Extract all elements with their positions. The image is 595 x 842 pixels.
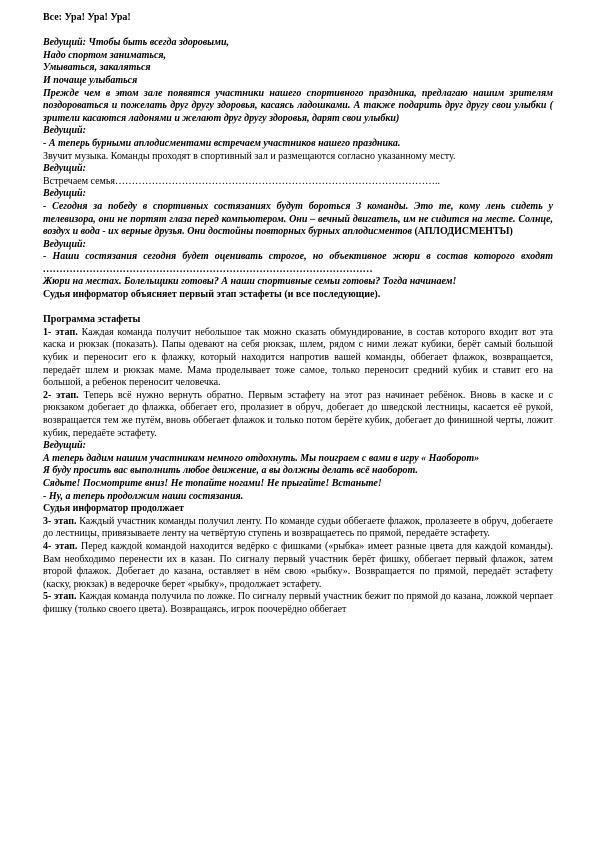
spacer: [43, 302, 553, 315]
game-rules: Я буду просить вас выполнить любое движение, а вы должны делать всё наоборот.: [43, 465, 418, 477]
spacer: [43, 25, 553, 38]
document-page: [43, 12, 553, 832]
poem-line-3: Умываться, закаляться: [43, 62, 151, 74]
stage-3-label: 3- этап.: [43, 515, 77, 527]
header-cheer: Все: Ура! Ура! Ура!: [43, 12, 131, 23]
music-note: Звучит музыка. Команды проходят в спортивный зал и размещаются согласно указанному месту.: [43, 150, 456, 162]
applause-note: (АПЛОДИСМЕНТЫ): [411, 226, 513, 238]
host-label-4: Ведущий:: [43, 188, 86, 200]
stage-4-label: 4- этап.: [43, 540, 78, 552]
host-greeting: - А теперь бурными аплодисментами встречаем участников нашего праздника.: [43, 137, 401, 149]
judge-explains-line: Судья информатор объясняет первый этап эстафеты (и все последующие).: [43, 289, 381, 301]
stage-1-label: 1- этап.: [43, 326, 78, 338]
stage-3-text: Каждый участник команды получил ленту. По команде судьи оббегаете флажок, пролазеете в обруч, добегаете до лестницы, привязываете ленту на четвёртую ступень и возвращаетесь по прямой, передаёте эстафету.: [43, 515, 553, 540]
stage-5-label: 5- этап.: [43, 591, 77, 603]
host-text: Чтобы быть всегда здоровыми,: [85, 37, 230, 49]
families-line: Встречаем семья……………………………………………………………………………………..: [43, 175, 441, 187]
teams-paragraph: [43, 201, 553, 239]
poem-line-4: И почаще улыбаться: [43, 74, 138, 86]
intro-paragraph: Прежде чем в этом зале появятся участники нашего спортивного праздника, предлагаю нашим зрителям поздороваться и пожелать друг другу здоровья, касаясь ладошками. А также подарить друг другу свои улыбки ( зрители касаются ладонями и желают друг другу здоровья, дарят свои улыбки): [43, 87, 553, 124]
host-label: Ведущий:: [43, 37, 86, 49]
stage-5-text: Каждая команда получила по ложке. По сигналу первый участник бежит по прямой до казана, ложкой черпает фишку (только своего цвета). Возвращаясь, игрок поочерёдно оббегает: [43, 591, 553, 615]
stage-4-text: Перед каждой командой находится ведёрко с фишками («рыбка» имеет разные цвета для каждой команды). Вам необходимо перенести их в казан. По сигналу первый участник берёт фишку, оббегает первый флажок, затем второй флажок. Добегает до казана, оставляет в нём свою «рыбку». Возвращается по прямой, передаёт эстафету (каску, рюкзак) в ведерочке берет «рыбку», продолжает эстафету.: [43, 540, 553, 590]
stage-5: [43, 591, 553, 616]
game-commands: Сядьте! Посмотрите вниз! Не топайте ногами! Не прыгайте! Встаньте!: [43, 477, 382, 489]
stage-2: [43, 390, 553, 440]
jury-ready-line: Жюри на местах. Болельщики готовы? А наши спортивные семьи готовы? Тогда начинаем!: [43, 276, 457, 288]
host-line-1: [43, 37, 553, 50]
stage-1: [43, 327, 553, 390]
poem-line-2: Надо спортом заниматься,: [43, 49, 167, 61]
teams-text: - Сегодня за победу в спортивных состязаниях будут бороться 3 команды. Это те, кому лень сидеть у телевизора, они не портят глаза перед компьютером. Они – вечный двигатель, им не сидится на месте. Солнце, воздух и вода - их верные друзья. Они достойны повторных бурных аплодисментов: [43, 200, 553, 238]
host-label-2: Ведущий:: [43, 125, 86, 137]
host-label-5: Ведущий:: [43, 238, 86, 250]
stage-1-text: Каждая команда получит небольшое так можно сказать обмундирование, в состав которого входит вот эта каска и рюкзак (показать). Папы одевают на себя рюкзак, шлем, рядом с ними лежат кубики, берёт самый большой кубик и переносит его к флажку, который находится напротив вашей команды, оббегает флажок, возвращается, передаёт шлем и рюкзак маме. Мама проделывает тоже самое, только переносит средний кубик и ставит его на большой, а ребенок переносит человечка.: [43, 326, 553, 389]
game-intro: А теперь дадим нашим участникам немного отдохнуть. Мы поиграем с вами в игру « Наоборот»: [43, 452, 480, 464]
stage-3: [43, 516, 553, 541]
continue-line: - Ну, а теперь продолжим наши состязания.: [43, 490, 244, 502]
program-title: Программа эстафеты: [43, 314, 141, 326]
stage-4: [43, 541, 553, 591]
jury-paragraph: - Наши состязания сегодня будет оценивать строгое, но объективное жюри в состав которого входят ………………………………………………………………………………………: [43, 251, 553, 275]
host-label-6: Ведущий:: [43, 440, 86, 452]
stage-2-text: Теперь всё нужно вернуть обратно. Первым эстафету на этот раз начинает ребёнок. Вновь в каске и с рюкзаком добегает до флажка, оббегает его, пролазиет в обруч, добегает до шведской лестницы, касается её рукой, возвращается тем же путём, вновь оббегает флажок и только потом берёте кубик, добегает до финишной черты, ложит кубик, передаёте эстафету.: [43, 389, 553, 439]
judge-continues-line: Судья информатор продолжает: [43, 503, 184, 515]
host-label-3: Ведущий:: [43, 163, 86, 175]
stage-2-label: 2- этап.: [43, 389, 79, 401]
